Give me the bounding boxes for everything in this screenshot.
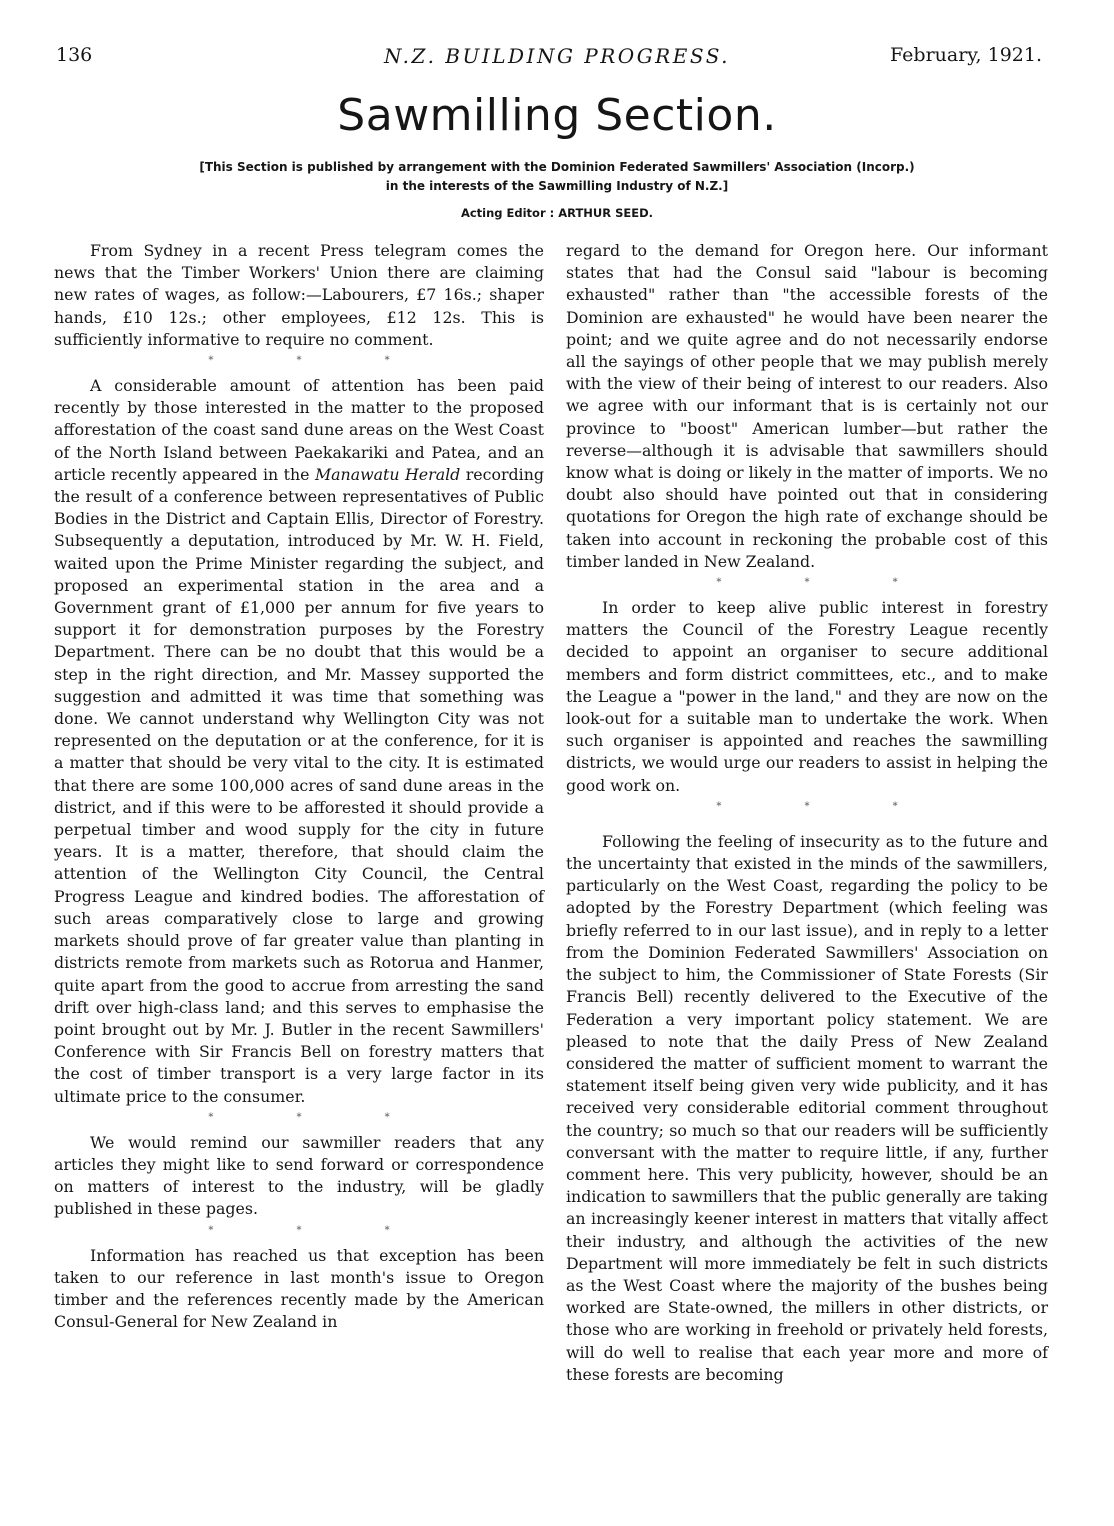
paragraph-wages: From Sydney in a recent Press telegram comes the news that the Timber Workers' Union there are claiming new rates of wages, as follow:—Labourers, £7 16s.; shaper hands, £10 12s.; other employees, £12 12s. This is sufficiently informative to require no comment. (54, 241, 544, 349)
separator: * * * (716, 577, 938, 589)
spacer (566, 821, 1048, 831)
section-note (120, 158, 994, 196)
journal-title: N.Z. BUILDING PROGRESS. (383, 44, 731, 68)
separator: * * * (208, 355, 430, 367)
paragraph-afforestation (54, 375, 544, 1108)
acting-editor: Acting Editor : ARTHUR SEED. (460, 206, 654, 220)
separator: * * * (716, 800, 938, 812)
section-note-line-1: [This Section is published by arrangement with the Dominion Federated Sawmillers' Association (Incorp.) (199, 160, 915, 174)
paragraph-oregon-continued: regard to the demand for Oregon here. Our informant states that had the Consul said "labour is becoming exhausted" rather than "the accessible forests of the Dominion are exhausted" he would have been nearer the point; and we quite agree and do not necessarily endorse all the sayings of other people that we may publish merely with the view of their being of interest to our readers. Also we agree with our informant that is is certainly not our province to "boost" American lumber—but rather the reverse—although it is advisable that sawmillers should know what is doing or likely in the matter of imports. We no doubt also should have pointed out that in considering quotations for Oregon the high rate of exchange should be taken into account in reckoning the probable cost of this timber landed in New Zealand. (566, 241, 1048, 571)
paragraph-oregon-intro: Information has reached us that exception has been taken to our reference in last month's issue to Oregon timber and the references recently made by the American Consul-General for New Zealand in (54, 1245, 544, 1332)
separator: * * * (208, 1224, 430, 1236)
page-number: 136 (56, 44, 93, 66)
paragraph-afforestation-text-b: recording the result of a conference between representatives of Public Bodies in the District and Captain Ellis, Director of Forestry. Subsequently a deputation, introduced by Mr. W. H. Field, waited upon the Prime Minister regarding the subject, and proposed an experimental station in the area and a Government grant of £1,000 per annum for five years to support it for demonstration purposes by the Forestry Department. There can be no doubt that this would be a step in the right direction, and Mr. Massey supported the suggestion and admitted it was time that something was done. We cannot understand why Wellington City was not represented on the deputation or at the conference, for it is a matter that should be very vital to the city. It is estimated that there are some 100,000 acres of sand dune areas in the district, and if this were to be afforested it should provide a perpetual timber and wood supply for the city in future years. It is a matter, therefore, that should claim the attention of the Wellington City Council, the Central Progress League and kindred bodies. The afforestation of such areas comparatively close to large and growing markets should prove of far greater value than planting in districts remote from markets such as Rotorua and Hanmer, quite apart from the good to accrue from arresting the sand drift over high-class land; and this serves to emphasise the point brought out by Mr. J. Butler in the recent Sawmillers' Conference with Sir Francis Bell on forestry matters that the cost of timber transport is a very large factor in its ultimate price to the consumer. (54, 464, 544, 1106)
separator: * * * (208, 1111, 430, 1123)
section-title: Sawmilling Section. (337, 90, 777, 141)
right-column (566, 240, 1048, 1386)
paragraph-afforestation-text-a: A considerable amount of attention has been paid recently by those interested in the matter to the proposed afforestation of the coast sand dune areas on the West Coast of the North Island between Paekakariki and Patea, and an article recently appeared in the (54, 376, 544, 484)
paragraph-policy-statement: Following the feeling of insecurity as to the future and the uncertainty that existed in the minds of the sawmillers, particularly on the West Coast, regarding the policy to be adopted by the Forestry Department (which feeling was briefly referred to in our last issue), and in reply to a letter from the Dominion Federated Sawmillers' Association on the subject to him, the Commissioner of State Forests (Sir Francis Bell) recently delivered to the Executive of the Federation a very important policy statement. We are pleased to note that the daily Press of New Zealand considered the matter of sufficient moment to warrant the statement itself being given very wide publicity, and it has received very considerable editorial comment throughout the country; so much so that our readers will be sufficiently conversant with the matter to require little, if any, further comment here. This very publicity, however, should be an indication to sawmillers that the public generally are taking an increasingly keener interest in matters that vitally affect their industry, and although the activities of the new Department will more immediately be felt in such districts as the West Coast where the majority of the bushes being worked are State-owned, the millers in other districts, or those who are working in freehold or privately held forests, will do well to realise that each year more and more of these forests are becoming (566, 831, 1048, 1384)
section-note-line-2: in the interests of the Sawmilling Industry of N.Z.] (385, 179, 729, 193)
paragraph-forestry-league: In order to keep alive public interest in forestry matters the Council of the Forestry League recently decided to appoint an organiser to secure additional members and form district committees, etc., and to make the League a "power in the land," and they are now on the look-out for a suitable man to undertake the work. When such organiser is appointed and reaches the sawmilling districts, we would urge our readers to assist in helping the good work on. (566, 598, 1048, 795)
paragraph-reminder: We would remind our sawmiller readers that any articles they might like to send forward or correspondence on matters of interest to the industry, will be gladly published in these pages. (54, 1132, 544, 1219)
newspaper-title: Manawatu Herald (314, 464, 461, 484)
running-head (0, 44, 1114, 74)
issue-date: February, 1921. (890, 44, 1042, 66)
left-column (54, 240, 544, 1333)
